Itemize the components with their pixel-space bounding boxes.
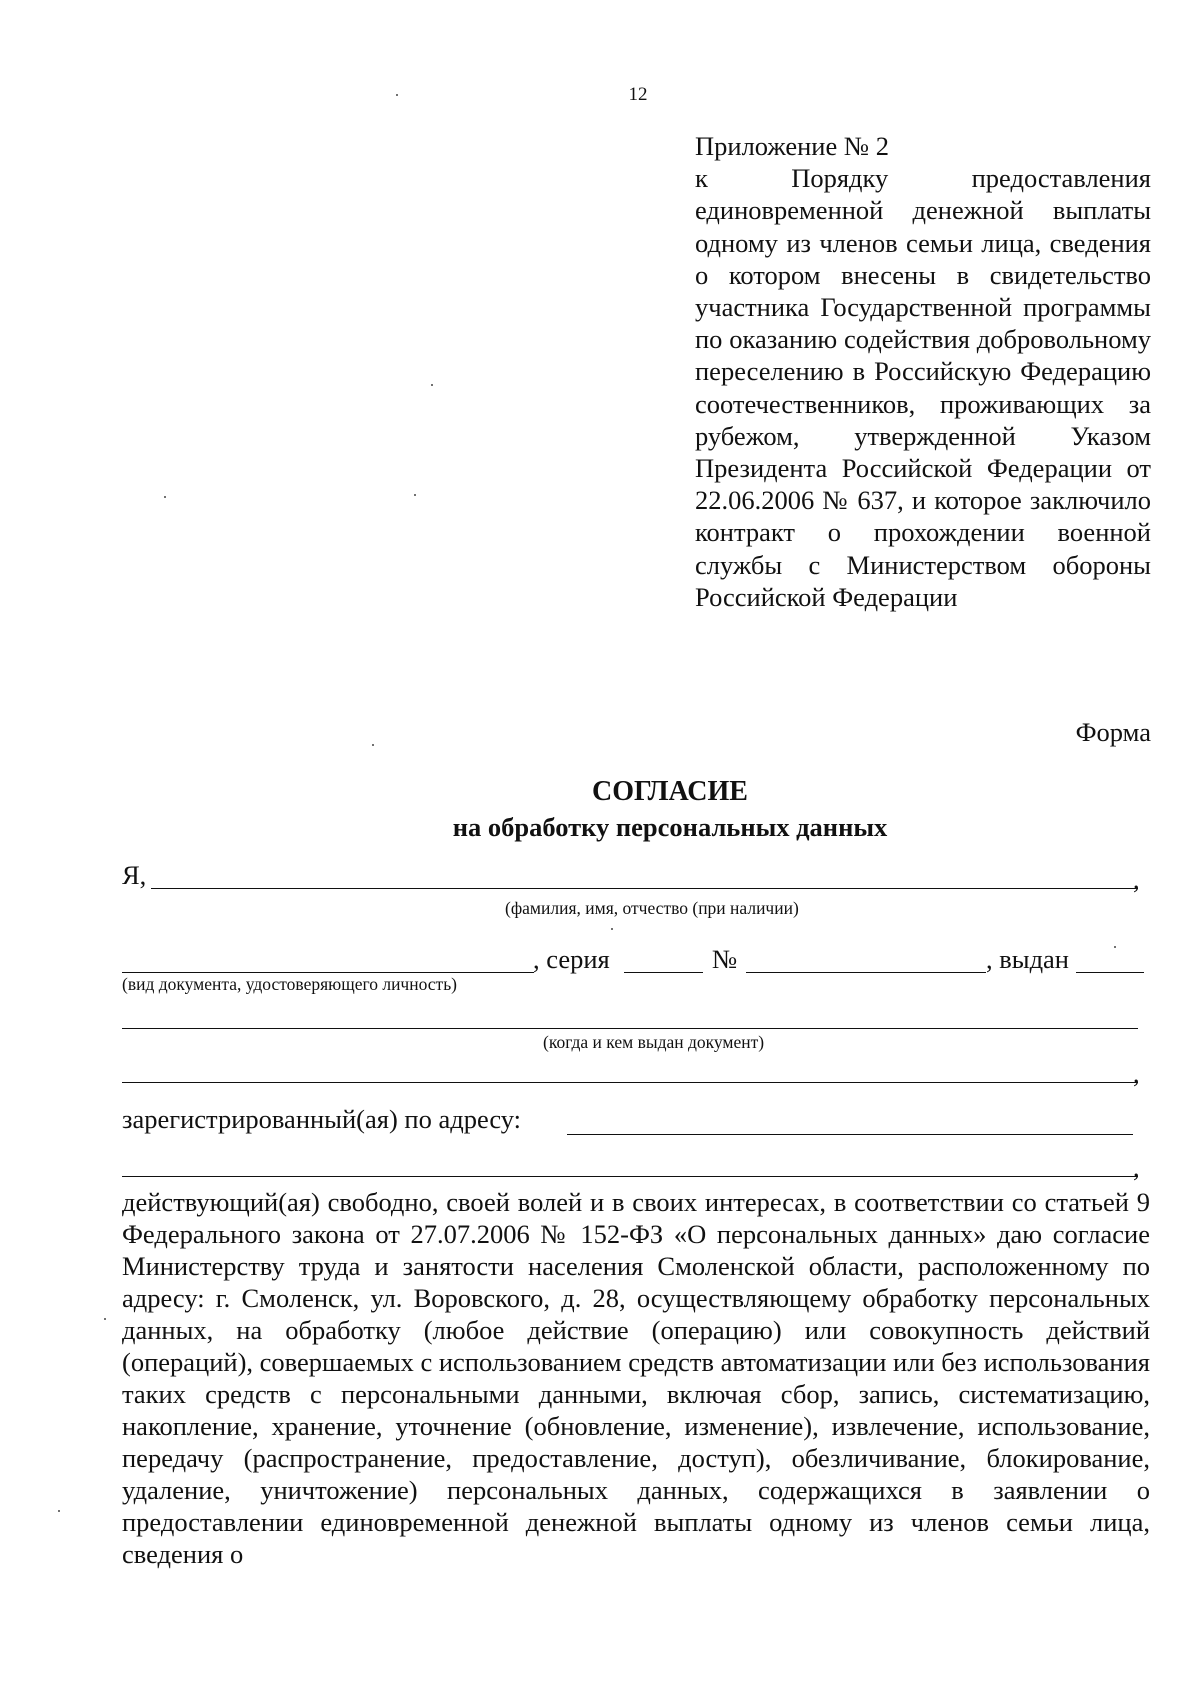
page-number: 12 <box>628 84 648 105</box>
scan-speck <box>164 496 166 498</box>
issued-by-caption: (когда и кем выдан документ) <box>543 1032 765 1052</box>
full-name-field[interactable] <box>151 888 1138 889</box>
series-field[interactable] <box>624 972 703 973</box>
name-comma: , <box>1133 864 1140 894</box>
issued-by-field[interactable] <box>122 1028 1138 1029</box>
scan-speck <box>611 928 613 930</box>
address-label: зарегистрированный(ая) по адресу: <box>122 1104 522 1134</box>
address-field[interactable] <box>567 1134 1133 1135</box>
appendix-body: к Порядку предоставления единовременной денежной выплаты одному из членов семьи лица, сведения о котором внесены в свидетельство участника Государственной программы по оказанию содействия добровольному переселению в Российскую Федерацию соотечественников, проживающих за рубежом, утвержденной Указом Президента Российской Федерации от 22.06.2006 № 637, и которое заключило контракт о прохождении военной службы с Министерством обороны Российской Федерации <box>695 163 1151 612</box>
issued-by-continuation-field[interactable] <box>122 1082 1138 1083</box>
scan-speck <box>414 494 416 496</box>
document-number-field[interactable] <box>746 972 986 973</box>
address-continuation-field[interactable] <box>122 1176 1138 1177</box>
appendix-block <box>695 130 1151 613</box>
ya-prefix: Я, <box>122 860 147 890</box>
scan-speck <box>431 384 433 386</box>
scan-speck <box>58 1510 60 1512</box>
scan-speck <box>372 744 374 746</box>
issued-label: , выдан <box>986 944 1069 974</box>
issued-field[interactable] <box>1076 972 1144 973</box>
document-title: СОГЛАСИЕ <box>592 776 748 807</box>
scan-speck <box>104 1318 106 1320</box>
issued-comma: , <box>1133 1058 1140 1088</box>
document-type-caption: (вид документа, удостоверяющего личность) <box>122 974 458 994</box>
consent-paragraph: действующий(ая) свободно, своей волей и в своих интересах, в соответствии со статьей 9 Федерального закона от 27.07.2006 № 152-ФЗ «О персональных данных» даю согласие Министерству труда и занятости населения Смоленской области, расположенному по адресу: г. Смоленск, ул. Воровского, д. 28, осуществляющему обработку персональных данных, на обработку (любое действие (операцию) или совокупность действий (операций), совершаемых с использованием средств автоматизации или без использования таких средств с персональными данными, включая сбор, запись, систематизацию, накопление, хранение, уточнение (обновление, изменение), извлечение, использование, передачу (распространение, предоставление, доступ), обезличивание, блокирование, удаление, уничтожение) персональных данных, содержащихся в заявлении о предоставлении единовременной денежной выплаты одному из членов семьи лица, сведения о <box>122 1187 1150 1569</box>
scan-speck <box>1114 946 1116 948</box>
document-type-field[interactable] <box>122 972 534 973</box>
address-comma: , <box>1133 1152 1140 1182</box>
form-label: Форма <box>1075 717 1151 747</box>
number-label: № <box>712 944 738 974</box>
series-label: , серия <box>533 944 610 974</box>
document-subtitle: на обработку персональных данных <box>452 812 888 842</box>
full-name-caption: (фамилия, имя, отчество (при наличии) <box>505 898 799 918</box>
scan-speck <box>396 94 398 96</box>
appendix-title: Приложение № 2 <box>695 131 890 161</box>
